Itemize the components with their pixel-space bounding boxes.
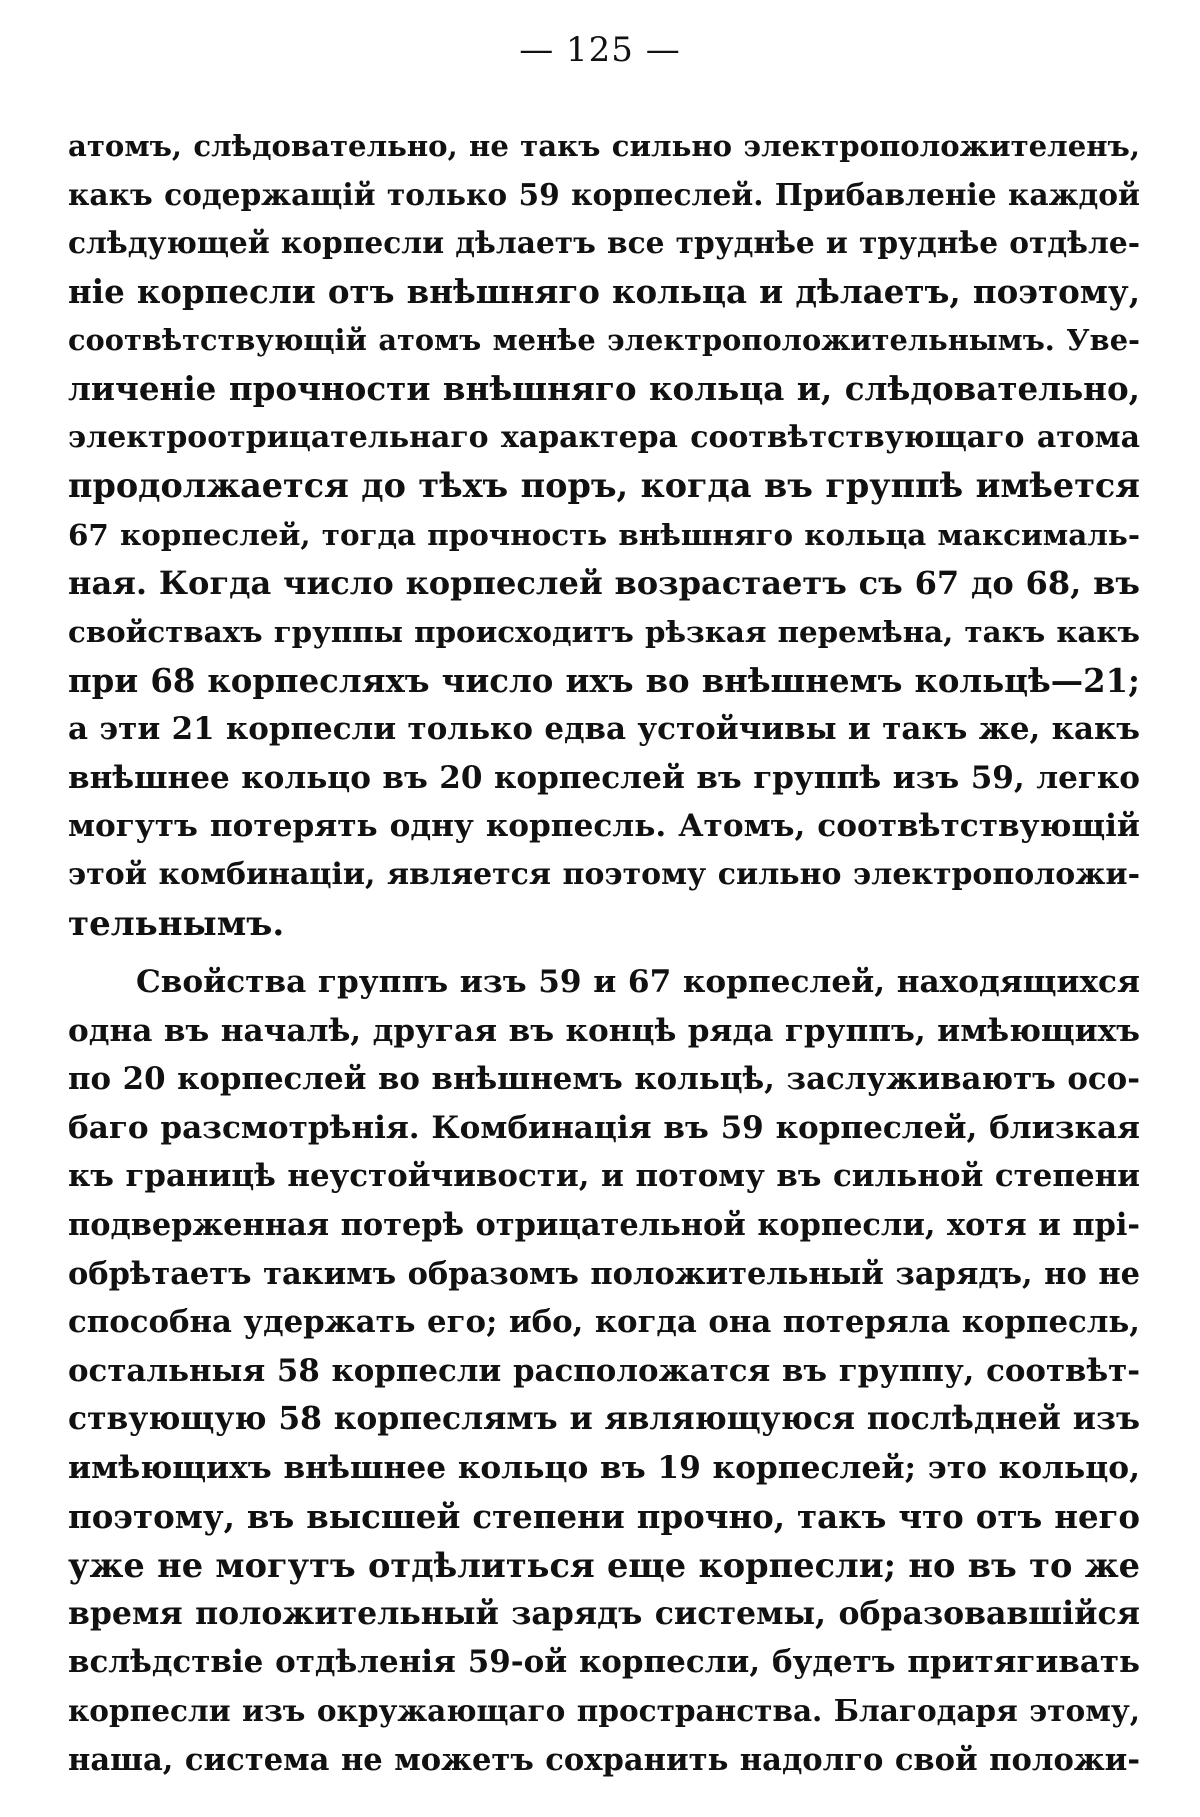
text-line: при 68 корпесляхъ число ихъ во внѣшнемъ кольцѣ—21; [68, 661, 1140, 700]
text-line: вслѣдствіе отдѣленія 59-ой корпесли, будетъ притягивать [68, 1644, 1140, 1681]
text-line: баго разсмотрѣнія. Комбинація въ 59 корпеслей, близкая [68, 1109, 1140, 1146]
text-line: къ границѣ неустойчивости, и потому въ сильной степени [68, 1158, 1140, 1195]
text-line: ная. Когда число корпеслей возрастаетъ съ 67 до 68, въ [68, 564, 1140, 603]
text-line: атомъ, слѣдовательно, не такъ сильно электроположителенъ, [68, 129, 1140, 163]
text-line: ствующую 58 корпеслямъ и являющуюся послѣдней изъ [68, 1401, 1140, 1438]
page-number: — 125 — [519, 30, 681, 70]
paragraph-2 [68, 958, 1140, 1784]
text-line: этой комбинаціи, является поэтому сильно электроположи- [68, 856, 1140, 892]
text-line: остальныя 58 корпесли расположатся въ группу, соотвѣт- [68, 1352, 1140, 1389]
text-line: могутъ потерять одну корпесль. Атомъ, соотвѣтствующій [68, 808, 1140, 845]
text-line: одна въ началѣ, другая въ концѣ ряда группъ, имѣющихъ [68, 1012, 1140, 1049]
text-line: какъ содержащій только 59 корпеслей. Прибавленіе каждой [68, 176, 1140, 212]
text-line: слѣдующей корпесли дѣлаетъ все труднѣе и труднѣе отдѣле- [68, 225, 1140, 261]
text-line: поэтому, въ высшей степени прочно, такъ что отъ него [68, 1497, 1140, 1536]
text-line: личеніе прочности внѣшняго кольца и, слѣдовательно, [68, 368, 1140, 408]
text-line: способна удержать его; ибо, когда она потеряла корпесль, [68, 1304, 1140, 1341]
text-line: соотвѣтствующій атомъ менѣе электроположительнымъ. Уве- [68, 323, 1140, 358]
text-line: электроотрицательнаго характера соотвѣтствующаго атома [68, 419, 1140, 455]
text-line: обрѣтаетъ такимъ образомъ положительный зарядъ, но не [68, 1255, 1140, 1292]
text-line: подверженная потерѣ отрицательной корпесли, хотя и прі- [68, 1206, 1140, 1243]
text-line: уже не могутъ отдѣлиться еще корпесли; но въ то же [68, 1545, 1140, 1586]
text-line: внѣшнее кольцо въ 20 корпеслей въ группѣ изъ 59, легко [68, 759, 1140, 796]
text-line: свойствахъ группы происходитъ рѣзкая перемѣна, такъ какъ [68, 614, 1140, 649]
paragraph-1 [68, 122, 1140, 948]
text-line: 67 корпеслей, тогда прочность внѣшняго кольца максималь- [68, 516, 1140, 552]
text-line: тельнымъ. [68, 903, 285, 944]
text-line: ніе корпесли отъ внѣшняго кольца и дѣлаетъ, поэтому, [68, 272, 1140, 311]
text-line: время положительный зарядъ системы, образовавшійся [68, 1594, 1140, 1632]
text-line: корпесли изъ окружающаго пространства. Благодаря этому, [68, 1692, 1140, 1728]
text-line: Свойства группъ изъ 59 и 67 корпеслей, находящихся [136, 964, 1140, 1000]
text-line: продолжается до тѣхъ поръ, когда въ группѣ имѣется [68, 466, 1140, 506]
text-line: имѣющихъ внѣшнее кольцо въ 19 корпеслей; это кольцо, [68, 1449, 1140, 1486]
text-line: а эти 21 корпесли только едва устойчивы и такъ же, какъ [68, 711, 1140, 748]
text-line: наша, система не можетъ сохранить надолго свой положи- [68, 1741, 1140, 1778]
text-line: по 20 корпеслей во внѣшнемъ кольцѣ, заслуживаютъ осо- [68, 1061, 1140, 1098]
